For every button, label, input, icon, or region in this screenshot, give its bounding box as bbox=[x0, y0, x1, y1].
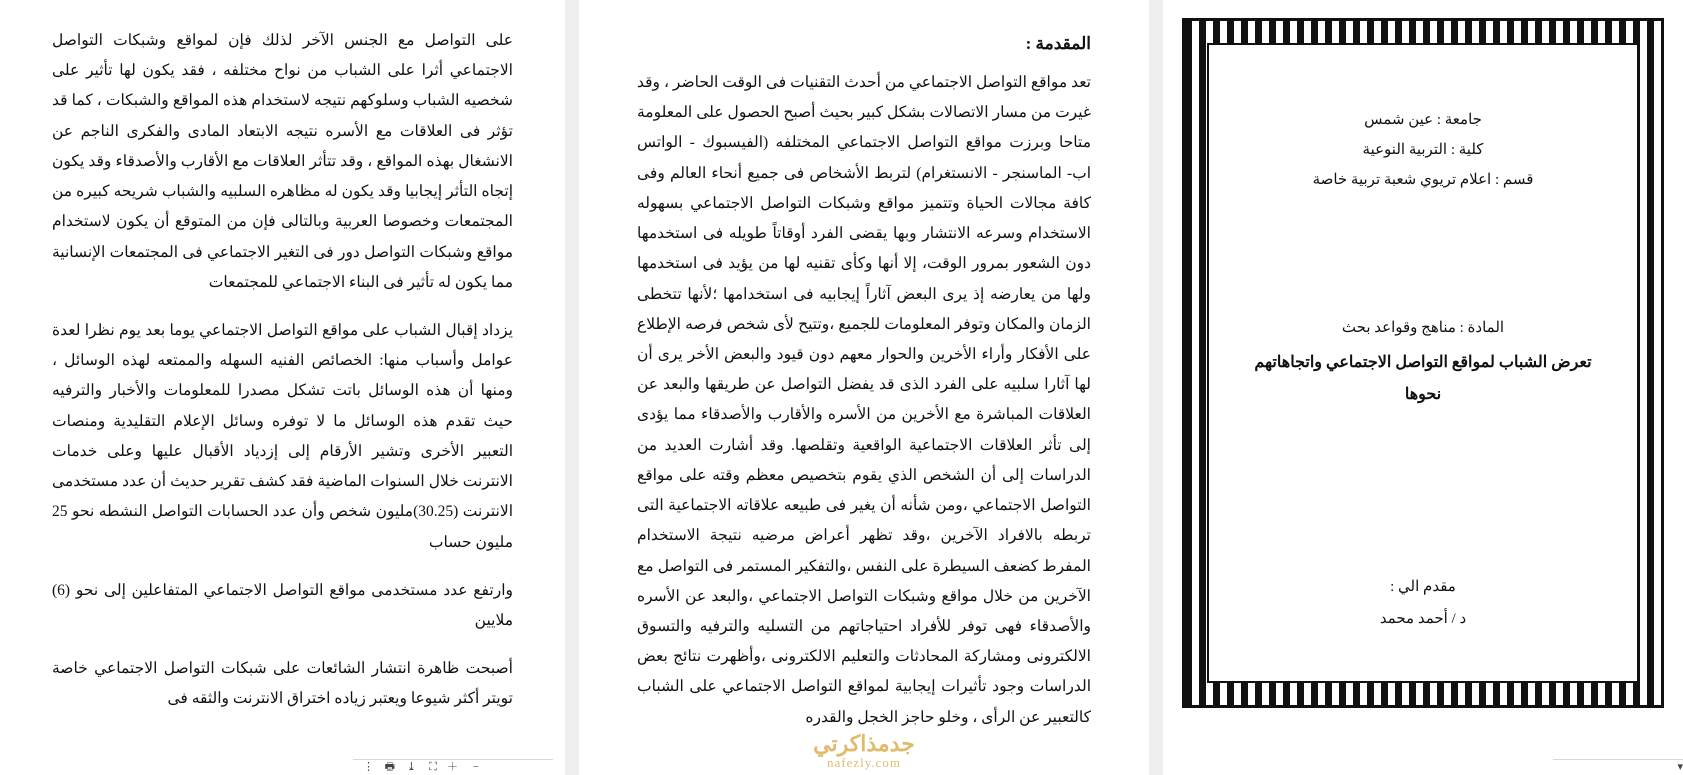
paragraph: وارتفع عدد مستخدمى مواقع التواصل الاجتماعي المتفاعلين إلى نحو (6) ملايين bbox=[52, 581, 513, 629]
cover-subject: المادة : مناهج وقواعد بحث bbox=[1341, 320, 1505, 336]
page-gap-1 bbox=[1149, 0, 1163, 775]
viewer-toolbar-left[interactable] bbox=[1553, 759, 1683, 775]
cover-title: تعرض الشباب لمواقع التواصل الاجتماعي واتجاهاتهم نحوها bbox=[1254, 354, 1592, 403]
paragraph: تعد مواقع التواصل الاجتماعي من أحدث التقنيات فى الوقت الحاضر ، وقد غيرت من مسار الاتصالات بشكل كبير بحيث أصبح الحصول على المعلومة متاحا وبرزت مواقع التواصل الاجتماعي المختلفه (الفيسبوك - الواتس اب- الماسنجر - الانستغرام) لتربط الأشخاص فى جميع أنحاء العالم وفى كافة مجالات الحياة وتتميز مواقع وشبكات التواصل الاجتماعي بسهوله الاستخدام وسرعه الانتشار وبها يقضى الفرد أوقاتاً طويله فى استخدمها دون الشعور بمرور الوقت، إلا أنها وكأى تقنيه لها من يؤيد فى استخدمها ولها من يعارضه إذ يرى البعض آثاراً إيجابيه فى استخدامها ؛لأنها تتخطى الزمان والمكان وتوفر المعلومات للجميع ،وتتيح لأى شخص فرصه الإطلاع على الأفكار وأراء الأخرين والحوار معهم دون قيود والبعض الأخر يرى أن لها آثارا سلبيه على الفرد الذى قد يفضل التواصل عن طريقها والبعد عن العلاقات المباشرة مع الأخرين من الأسره والأقارب والأصدقاء مما يؤدى إلى تأثر العلاقات الاجتماعية الواقعية وتقلصها. وقد أشارت العديد من الدراسات إلى أن الشخص الذي يقوم بتخصيص معظم وقته على مواقع التواصل الاجتماعي ،ومن شأنه أن يغير فى طبيعه علاقاته الاجتماعية التى تربطه بالافراد الآخرين ،وقد تظهر أعراض مرضيه نتيجة الاستخدام المفرط كضعف السيطرة على النفس ،والتفكير المستمر فى التواصل مع الآخرين من خلال مواقع وشبكات التواصل الاجتماعي ،والبعد عن الأسره والأصدقاء فهى توفر للأفراد احتياجاتهم من التسليه والترفيه والتسوق الالكترونى ومشاركة المحادثات والتعليم الالكترونى ،وأظهرت نتائج بعض الدراسات وجود تأثيرات إيجابية لمواقع التواصل الاجتماعي على الشباب كالتعبير عن الرأى ، وخلو حاجز الخجل والقدره bbox=[637, 74, 1091, 726]
cover-submitted-name: د / أحمد محمد bbox=[1379, 610, 1467, 627]
cover-institution-block bbox=[1249, 105, 1597, 195]
zoom-out-icon[interactable]: − bbox=[472, 761, 479, 773]
fullscreen-icon[interactable]: ⛶ bbox=[429, 761, 437, 773]
cover-submitted-label: مقدم الي : bbox=[1390, 579, 1456, 595]
more-options-icon[interactable]: ⋮ bbox=[363, 761, 374, 773]
watermark-latin: nafezly.com bbox=[826, 755, 902, 770]
watermark-arabic: جدمذاكرتي bbox=[813, 731, 915, 756]
watermark bbox=[813, 731, 915, 771]
cover-subject-block bbox=[1249, 313, 1597, 411]
download-icon[interactable]: ⤓ bbox=[406, 761, 416, 773]
cover-department: قسم : اعلام تريوي شعبة تربية خاصة bbox=[1312, 172, 1534, 188]
document-page-3 bbox=[0, 0, 565, 775]
document-page-2 bbox=[579, 0, 1149, 775]
viewer-toolbar-right[interactable] bbox=[353, 759, 553, 775]
chevron-down-icon[interactable]: ▾ bbox=[1677, 761, 1683, 773]
section-heading-introduction: المقدمة : bbox=[1025, 34, 1091, 53]
decorative-border-frame bbox=[1182, 18, 1664, 708]
document-page-1 bbox=[1163, 0, 1683, 775]
zoom-in-icon[interactable]: ＋ bbox=[447, 761, 458, 773]
cover-submitted-block bbox=[1249, 572, 1597, 635]
cover-faculty: كلية : التربية النوعية bbox=[1362, 142, 1484, 158]
page-gap-2 bbox=[565, 0, 579, 775]
paragraph: أصبحت ظاهرة انتشار الشائعات على شبكات التواصل الاجتماعي خاصة تويتر أكثر شيوعا ويعتبر زياده اختراق الانترنت والثقه فى bbox=[52, 660, 513, 708]
cover-content bbox=[1219, 55, 1627, 671]
paragraph: على التواصل مع الجنس الآخر لذلك فإن لمواقع وشبكات التواصل الاجتماعي أثرا على الشباب من نواح مختلفه ، فقد يكون لها تأثير على شخصيه الشباب وسلوكهم نتيجه لاستخدام هذه المواقع والشبكات ، كما قد تؤثر فى العلاقات مع الأسره نتيجه الابتعاد المادى والفكرى الناجم عن الانشغال بهذه المواقع ، وقد تتأثر العلاقات مع الأقارب والأصدقاء وقد يكون إتجاه التأثر إيجابيا وقد يكون له مظاهره السلبيه والشباب شريحه كبيره من المجتمعات وخصوصا العربية وبالتالى فإن من المتوقع أن يكون لاستخدام مواقع وشبكات التواصل دور فى التغير الاجتماعي فى المجتمعات الإنسانية مما يكون له تأثير فى البناء الاجتماعي للمجتمعات bbox=[52, 32, 513, 291]
paragraph: يزداد إقبال الشباب على مواقع التواصل الاجتماعي يوما بعد يوم نظرا لعدة عوامل وأسباب منها: الخصائص الفنيه السهله والممتعه لهذه الوسائل ، ومنها أن هذه الوسائل باتت تشكل مصدرا للمعلومات والأخبار والترفيه حيث تقدم هذه الوسائل ما لا توفره وسائل الإعلام التقليدية ومنصات التعبير الأخرى وتشير الأرقام إلى إزدياد الأقبال عليها وعلى خدمات الانترنت خلال السنوات الماضية فقد كشف تقرير حديث أن عدد مستخدمى الانترنت (30.25)مليون شخص وأن عدد الحسابات التواصل النشطه نحو 25 مليون حساب bbox=[52, 321, 513, 551]
print-icon[interactable]: 🖶 bbox=[384, 761, 395, 773]
cover-university: جامعة : عين شمس bbox=[1364, 112, 1482, 128]
